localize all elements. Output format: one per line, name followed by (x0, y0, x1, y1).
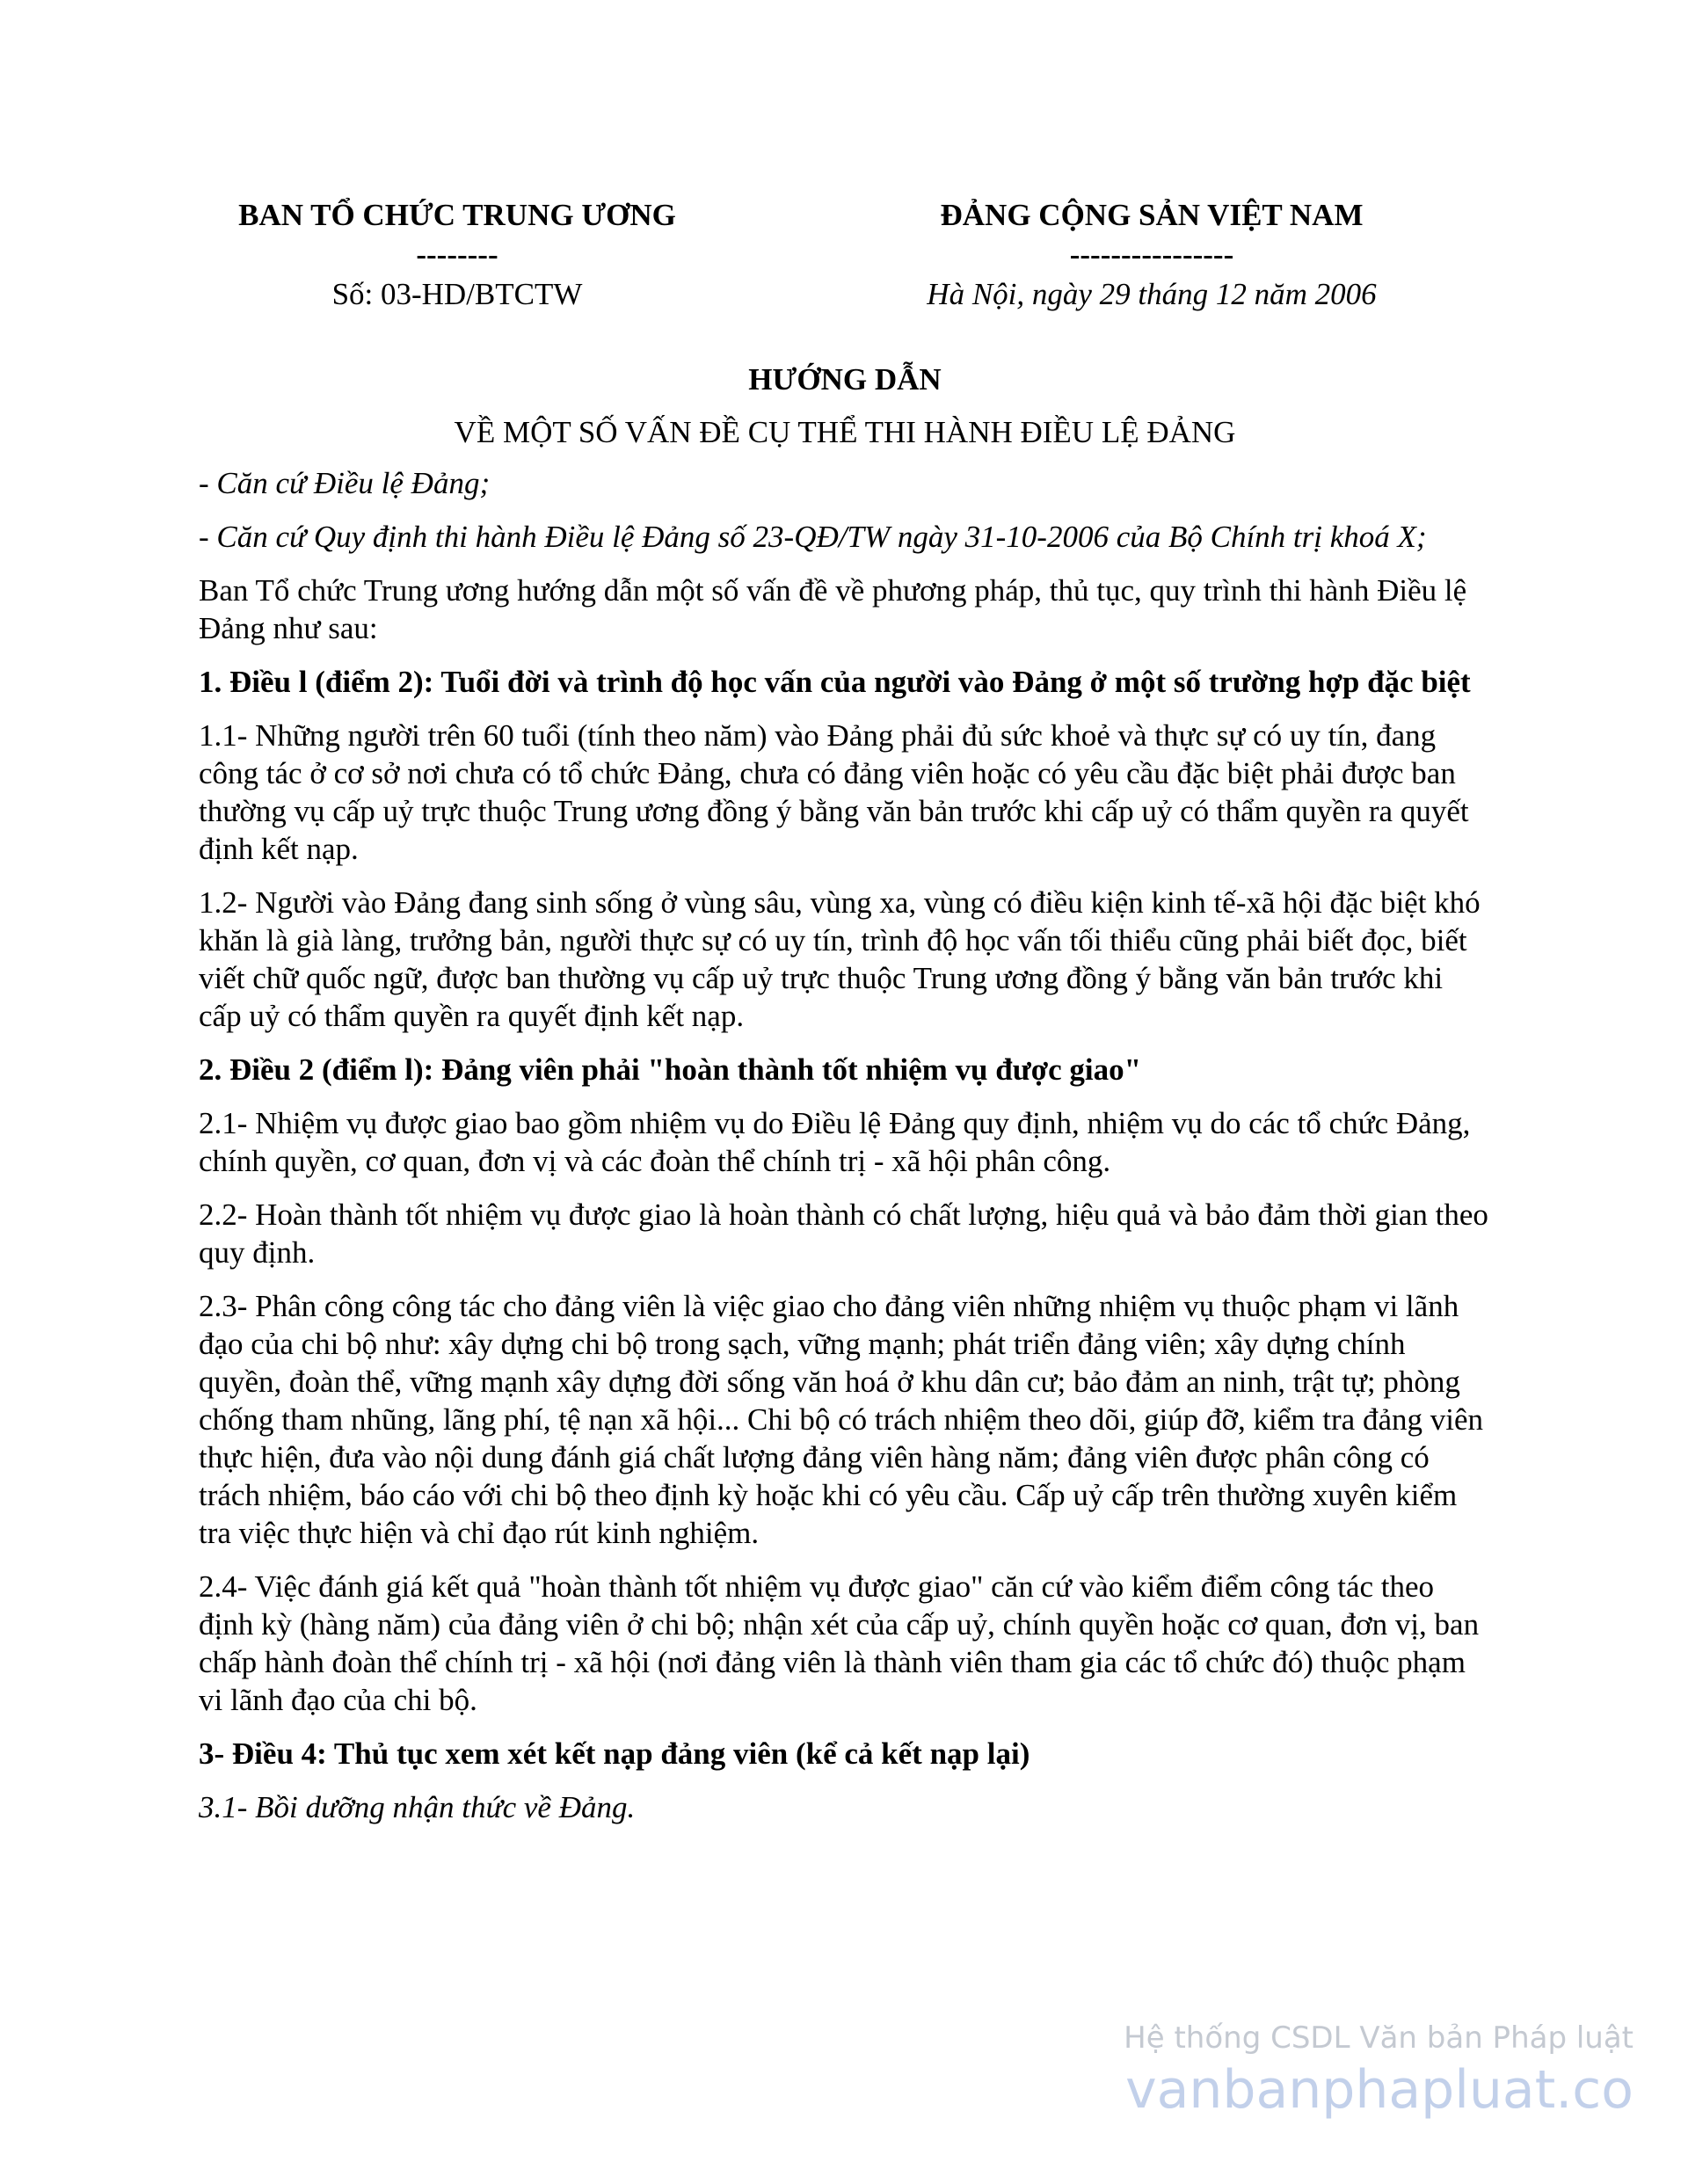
section-heading: 3- Điều 4: Thủ tục xem xét kết nạp đảng viên (kể cả kết nạp lại) (199, 1736, 1030, 1771)
document-header (176, 195, 1495, 318)
paragraph: - Căn cứ Quy định thi hành Điều lệ Đảng số 23-QĐ/TW ngày 31-10-2006 của Bộ Chính trị khoá X; (199, 520, 1427, 554)
paragraph: 2.3- Phân công công tác cho đảng viên là việc giao cho đảng viên những nhiệm vụ thuộc phạm vi lãnh đạo của chi bộ như: xây dựng chi bộ trong sạch, vững mạnh; phát triển đảng viên; xây dựng chính quyền, đoàn thể, vững mạnh xây dựng đời sống văn hoá ở khu dân cư; bảo đảm an ninh, trật tự; phòng chống tham nhũng, lãng phí, tệ nạn xã hội... Chi bộ có trách nhiệm theo dõi, giúp đỡ, kiểm tra đảng viên thực hiện, đưa vào nội dung đánh giá chất lượng đảng viên hàng năm; đảng viên được phân công có trách nhiệm, báo cáo với chi bộ theo định kỳ hoặc khi có yêu cầu. Cấp uỷ cấp trên thường xuyên kiểm tra việc thực hiện và chỉ đạo rút kinh nghiệm. (199, 1289, 1483, 1550)
paragraph: Ban Tổ chức Trung ương hướng dẫn một số vấn đề về phương pháp, thủ tục, quy trình thi hành Điều lệ Đảng như sau: (199, 573, 1467, 645)
site-watermark (1124, 2019, 1633, 2122)
document-subtitle: VỀ MỘT SỐ VẤN ĐỀ CỤ THỂ THI HÀNH ĐIỀU LỆ ĐẢNG (454, 415, 1236, 449)
document-number: Số: 03-HD/BTCTW (331, 277, 583, 311)
party-block (809, 195, 1495, 314)
watermark-domain: vanbanphapluat.co (1125, 2059, 1633, 2121)
paragraph: - Căn cứ Điều lệ Đảng; (199, 466, 491, 500)
section-heading: 2. Điều 2 (điểm l): Đảng viên phải "hoàn thành tốt nhiệm vụ được giao" (199, 1052, 1142, 1087)
party-name: ĐẢNG CỘNG SẢN VIỆT NAM (940, 198, 1364, 232)
issue-date: Hà Nội, ngày 29 tháng 12 năm 2006 (927, 277, 1377, 311)
watermark-caption: Hệ thống CSDL Văn bản Pháp luật (1124, 2020, 1633, 2056)
paragraph: 2.1- Nhiệm vụ được giao bao gồm nhiệm vụ do Điều lệ Đảng quy định, nhiệm vụ do các tổ chức Đảng, chính quyền, cơ quan, đơn vị và các đoàn thể chính trị - xã hội phân công. (199, 1106, 1471, 1178)
party-rule: ---------------- (1069, 237, 1234, 272)
section-heading: 1. Điều l (điểm 2): Tuổi đời và trình độ học vấn của người vào Đảng ở một số trường hợp đặc biệt (199, 665, 1471, 699)
issuer-rule: -------- (416, 237, 498, 272)
paragraph: 2.4- Việc đánh giá kết quả "hoàn thành tốt nhiệm vụ được giao" căn cứ vào kiểm điểm công tác theo định kỳ (hàng năm) của đảng viên ở chi bộ; nhận xét của cấp uỷ, chính quyền hoặc cơ quan, đơn vị, ban chấp hành đoàn thể chính trị - xã hội (nơi đảng viên là thành viên tham gia các tổ chức đó) thuộc phạm vi lãnh đạo của chi bộ. (199, 1569, 1480, 1717)
subsection-heading: 3.1- Bồi dưỡng nhận thức về Đảng. (199, 1790, 636, 1824)
document-title: HƯỚNG DẪN (748, 362, 942, 397)
document-body (199, 360, 1491, 1842)
paragraph: 1.2- Người vào Đảng đang sinh sống ở vùng sâu, vùng xa, vùng có điều kiện kinh tế-xã hội đặc biệt khó khăn là già làng, trưởng bản, người thực sự có uy tín, trình độ học vấn tối thiểu cũng phải biết đọc, biết viết chữ quốc ngữ, được ban thường vụ cấp uỷ trực thuộc Trung ương đồng ý bằng văn bản trước khi cấp uỷ có thẩm quyền ra quyết định kết nạp. (199, 885, 1481, 1033)
paragraph: 2.2- Hoàn thành tốt nhiệm vụ được giao là hoàn thành có chất lượng, hiệu quả và bảo đảm thời gian theo quy định. (199, 1198, 1488, 1270)
issuer-block (176, 195, 738, 314)
paragraph: 1.1- Những người trên 60 tuổi (tính theo năm) vào Đảng phải đủ sức khoẻ và thực sự có uy tín, đang công tác ở cơ sở nơi chưa có tổ chức Đảng, chưa có đảng viên hoặc có yêu cầu đặc biệt phải được ban thường vụ cấp uỷ trực thuộc Trung ương đồng ý bằng văn bản trước khi cấp uỷ có thẩm quyền ra quyết định kết nạp. (199, 718, 1469, 866)
issuer-name: BAN TỔ CHỨC TRUNG ƯƠNG (238, 198, 676, 232)
